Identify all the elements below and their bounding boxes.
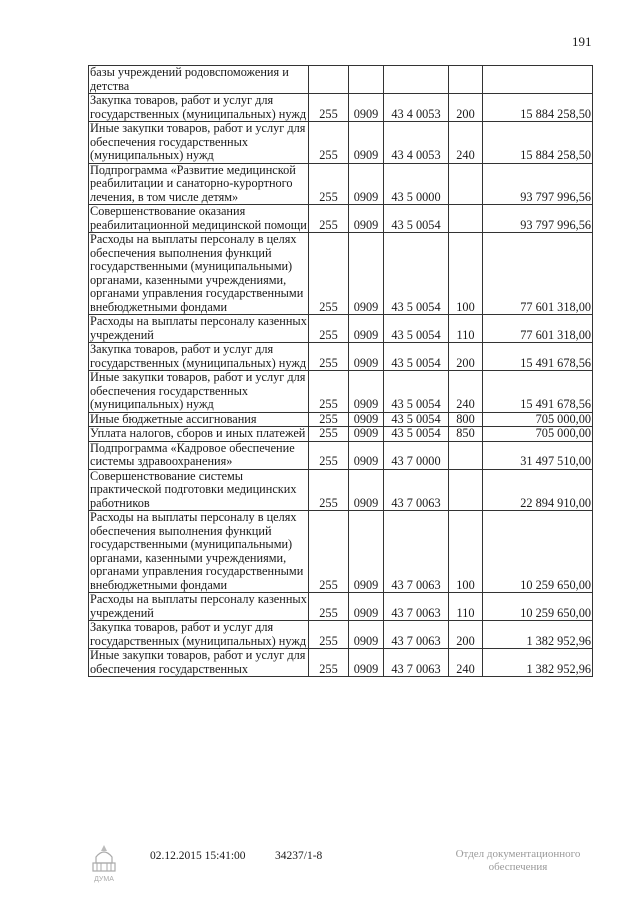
row-razdel-cell: 0909 — [349, 343, 384, 371]
row-csr-cell: 43 7 0063 — [384, 621, 449, 649]
row-razdel-cell: 0909 — [349, 593, 384, 621]
row-csr-cell: 43 5 0054 — [384, 233, 449, 315]
row-sum-cell: 93 797 996,56 — [483, 205, 593, 233]
row-sum-cell: 15 491 678,56 — [483, 343, 593, 371]
table-row — [89, 94, 593, 122]
row-sum-cell: 1 382 952,96 — [483, 621, 593, 649]
row-razdel-cell: 0909 — [349, 511, 384, 593]
table-row — [89, 441, 593, 469]
row-ved-cell: 255 — [309, 511, 349, 593]
row-csr-cell: 43 7 0063 — [384, 511, 449, 593]
row-ved-cell: 255 — [309, 94, 349, 122]
row-sum-cell: 77 601 318,00 — [483, 233, 593, 315]
row-name-cell: Иные закупки товаров, работ и услуг для обеспечения государственных — [89, 649, 309, 677]
row-csr-cell: 43 5 0054 — [384, 371, 449, 413]
row-sum-cell: 15 884 258,50 — [483, 94, 593, 122]
row-vr-cell: 240 — [449, 122, 483, 164]
row-ved-cell: 255 — [309, 122, 349, 164]
row-ved-cell: 255 — [309, 343, 349, 371]
row-sum-cell: 15 491 678,56 — [483, 371, 593, 413]
table-row — [89, 233, 593, 315]
footer-department-line2: обеспечения — [488, 861, 548, 873]
row-name-cell: Иные закупки товаров, работ и услуг для обеспечения государственных (муниципальных) нужд — [89, 122, 309, 164]
row-sum-cell: 10 259 650,00 — [483, 593, 593, 621]
row-razdel-cell: 0909 — [349, 412, 384, 427]
row-name-cell: Расходы на выплаты персоналу в целях обеспечения выполнения функций государственными (муниципальными) органами, казенными учреждениями, органами управления государственными внебюджетными фондами — [89, 233, 309, 315]
row-name-cell: Закупка товаров, работ и услуг для государственных (муниципальных) нужд — [89, 94, 309, 122]
footer-department-stamp — [438, 848, 598, 874]
row-csr-cell — [384, 66, 449, 94]
row-vr-cell: 110 — [449, 593, 483, 621]
row-csr-cell: 43 4 0053 — [384, 94, 449, 122]
table-row — [89, 427, 593, 442]
row-ved-cell: 255 — [309, 163, 349, 205]
row-ved-cell: 255 — [309, 593, 349, 621]
row-name-cell: Подпрограмма «Развитие медицинской реабилитации и санаторно-курортного лечения, в том числе детям» — [89, 163, 309, 205]
row-ved-cell: 255 — [309, 205, 349, 233]
row-name-cell: Закупка товаров, работ и услуг для государственных (муниципальных) нужд — [89, 621, 309, 649]
row-sum-cell: 10 259 650,00 — [483, 511, 593, 593]
row-razdel-cell: 0909 — [349, 441, 384, 469]
row-name-cell: Расходы на выплаты персоналу в целях обеспечения выполнения функций государственными (муниципальными) органами, казенными учреждениями, органами управления государственными внебюджетными фондами — [89, 511, 309, 593]
row-vr-cell — [449, 163, 483, 205]
row-name-cell: Закупка товаров, работ и услуг для государственных (муниципальных) нужд — [89, 343, 309, 371]
row-csr-cell: 43 7 0000 — [384, 441, 449, 469]
table-row — [89, 66, 593, 94]
logo-text: ДУМА — [94, 876, 114, 883]
row-razdel-cell: 0909 — [349, 621, 384, 649]
row-name-cell: базы учреждений родовспоможения и детства — [89, 66, 309, 94]
row-ved-cell: 255 — [309, 649, 349, 677]
row-csr-cell: 43 7 0063 — [384, 469, 449, 511]
duma-logo-icon — [88, 843, 120, 885]
row-name-cell: Уплата налогов, сборов и иных платежей — [89, 427, 309, 442]
row-ved-cell: 255 — [309, 412, 349, 427]
row-razdel-cell: 0909 — [349, 94, 384, 122]
row-razdel-cell: 0909 — [349, 315, 384, 343]
row-csr-cell: 43 7 0063 — [384, 593, 449, 621]
row-ved-cell — [309, 66, 349, 94]
row-vr-cell: 200 — [449, 621, 483, 649]
footer-doc-number: 34237/1-8 — [275, 850, 323, 862]
table-row — [89, 412, 593, 427]
table-row — [89, 469, 593, 511]
row-vr-cell — [449, 441, 483, 469]
row-sum-cell: 93 797 996,56 — [483, 163, 593, 205]
row-name-cell: Расходы на выплаты персоналу казенных учреждений — [90, 314, 307, 342]
row-name-cell: Совершенствование системы практической подготовки медицинских работников — [89, 469, 309, 511]
row-csr-cell: 43 7 0063 — [384, 649, 449, 677]
row-ved-cell: 255 — [309, 441, 349, 469]
row-csr-cell: 43 5 0054 — [384, 343, 449, 371]
row-sum-cell: 705 000,00 — [483, 412, 593, 427]
row-ved-cell: 255 — [309, 469, 349, 511]
row-ved-cell: 255 — [309, 233, 349, 315]
row-csr-cell: 43 5 0054 — [384, 412, 449, 427]
row-vr-cell — [449, 469, 483, 511]
row-csr-cell: 43 5 0054 — [384, 427, 449, 442]
row-razdel-cell — [349, 66, 384, 94]
row-csr-cell: 43 5 0054 — [384, 205, 449, 233]
table-row — [89, 315, 593, 343]
row-vr-cell — [449, 205, 483, 233]
footer-department-line1: Отдел документационного — [455, 848, 581, 860]
table-row — [89, 621, 593, 649]
row-razdel-cell: 0909 — [349, 427, 384, 442]
row-vr-cell — [449, 66, 483, 94]
row-ved-cell: 255 — [309, 621, 349, 649]
row-razdel-cell: 0909 — [349, 122, 384, 164]
row-vr-cell: 200 — [449, 343, 483, 371]
row-razdel-cell: 0909 — [349, 371, 384, 413]
page-number: 191 — [572, 34, 592, 49]
row-vr-cell: 100 — [449, 511, 483, 593]
row-ved-cell: 255 — [309, 315, 349, 343]
row-razdel-cell: 0909 — [349, 469, 384, 511]
row-ved-cell: 255 — [309, 371, 349, 413]
table-row — [89, 343, 593, 371]
footer-date: 02.12.2015 15:41:00 — [150, 850, 246, 862]
row-sum-cell: 705 000,00 — [483, 427, 593, 442]
budget-table — [88, 65, 593, 677]
row-vr-cell: 800 — [449, 412, 483, 427]
table-row — [89, 511, 593, 593]
table-row — [89, 122, 593, 164]
row-name-cell: Расходы на выплаты персоналу казенных учреждений — [90, 592, 307, 620]
row-name-cell: Подпрограмма «Кадровое обеспечение системы здравоохранения» — [89, 441, 309, 469]
row-vr-cell: 200 — [449, 94, 483, 122]
row-csr-cell: 43 5 0054 — [384, 315, 449, 343]
row-razdel-cell: 0909 — [349, 205, 384, 233]
table-row — [89, 371, 593, 413]
row-sum-cell: 77 601 318,00 — [483, 315, 593, 343]
table-row — [89, 649, 593, 677]
table-row — [89, 593, 593, 621]
row-name-cell: Совершенствование оказания реабилитационной медицинской помощи — [90, 204, 307, 232]
row-vr-cell: 100 — [449, 233, 483, 315]
row-razdel-cell: 0909 — [349, 649, 384, 677]
table-row — [89, 205, 593, 233]
row-name-cell: Иные закупки товаров, работ и услуг для обеспечения государственных (муниципальных) нужд — [89, 371, 309, 413]
row-razdel-cell: 0909 — [349, 233, 384, 315]
budget-table-body — [89, 66, 593, 677]
row-name-cell: Иные бюджетные ассигнования — [89, 412, 309, 427]
row-sum-cell: 31 497 510,00 — [483, 441, 593, 469]
row-csr-cell: 43 5 0000 — [384, 163, 449, 205]
row-ved-cell: 255 — [309, 427, 349, 442]
row-sum-cell: 1 382 952,96 — [483, 649, 593, 677]
row-razdel-cell: 0909 — [349, 163, 384, 205]
row-sum-cell: 15 884 258,50 — [483, 122, 593, 164]
row-csr-cell: 43 4 0053 — [384, 122, 449, 164]
row-vr-cell: 240 — [449, 371, 483, 413]
row-vr-cell: 110 — [449, 315, 483, 343]
row-vr-cell: 240 — [449, 649, 483, 677]
row-vr-cell: 850 — [449, 427, 483, 442]
table-row — [89, 163, 593, 205]
row-sum-cell: 22 894 910,00 — [483, 469, 593, 511]
row-sum-cell — [483, 66, 593, 94]
